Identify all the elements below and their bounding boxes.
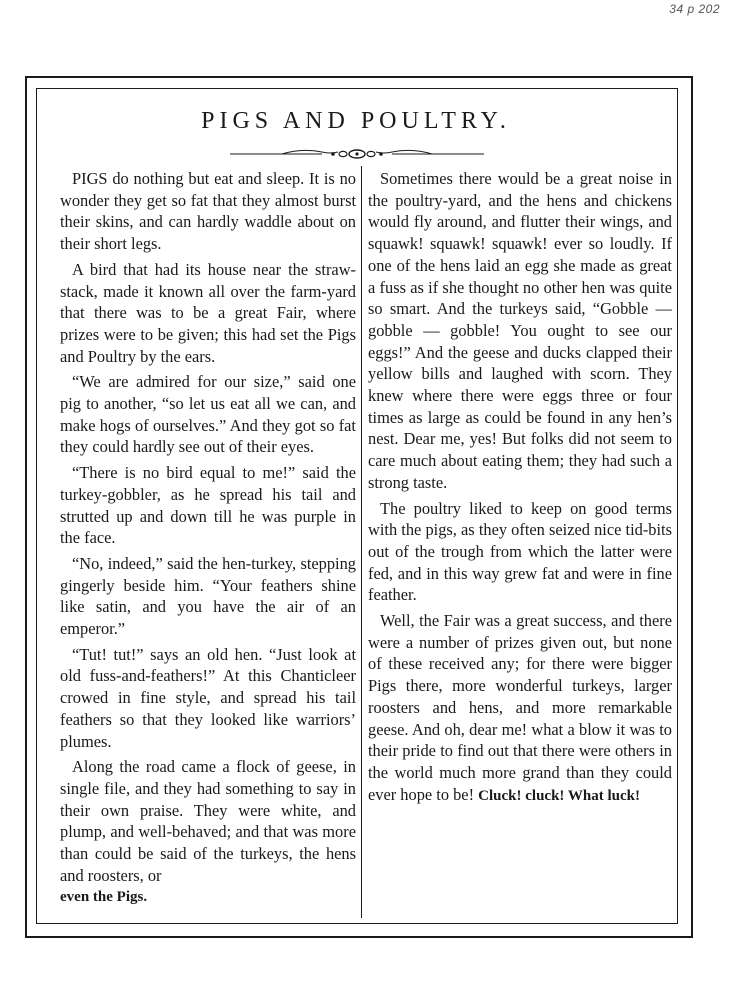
paragraph-tail: Cluck! cluck! What luck!	[478, 787, 640, 804]
paragraph: “No, indeed,” said the hen-turkey, stepping gingerly beside him. “Your feathers shine like satin, and you have the air of an emperor.”	[60, 553, 356, 639]
right-column	[368, 168, 672, 811]
paragraph	[368, 610, 672, 807]
paragraph-tail: even the Pigs.	[60, 888, 148, 905]
column-divider	[361, 166, 362, 918]
paragraph: “We are admired for our size,” said one pig to another, “so let us eat all we can, and make hogs of ourselves.” And they got so fat they could hardly see out of their eyes.	[60, 372, 356, 457]
paragraph: A bird that had its house near the straw-stack, made it known all over the farm-yard that there was to be a great Fair, where prizes were to be given; this had set the Pigs and Poultry by the ears.	[60, 259, 356, 366]
paragraph: “There is no bird equal to me!” said the turkey-gobbler, as he spread his tail and strutted up and down till he was purple in the face.	[60, 463, 356, 548]
paragraph-body: Well, the Fair was a great success, and there were a number of prizes given out, but none of these received any; for there were bigger Pigs there, more wonderful turkeys, larger roosters and hens, and more remarkable geese. And oh, dear me! what a blow it was to their pride to find out that there were others in the world much more grand than they could ever hope to be!	[368, 611, 672, 804]
paragraph: “Tut! tut!” says an old hen. “Just look at old fuss-and-feathers!” At this Chanticleer crowed in fine style, and spread his tail feathers so that they looked like warriors’ plumes.	[60, 644, 356, 751]
left-column	[60, 168, 356, 912]
page-title: PIGS AND POULTRY.	[201, 108, 511, 134]
paragraph: Along the road came a flock of geese, in single file, and they had something to say in their own praise. They were white, and plump, and well-behaved; and that was more than could be said of the turkeys, the hens and roosters, or	[60, 757, 356, 885]
paragraph: Sometimes there would be a great noise in the poultry-yard, and the hens and chickens would fly around, and flutter their wings, and squawk! squawk! squawk! ever so loudly. If one of the hens laid an egg she made as great a fuss as if she thought no other hen was quite so smart. And the turkeys said, “Gobble — gobble — gobble! You ought to see our eggs!” And the geese and ducks clapped their yellow bills and laughed with scorn. They knew where there were eggs three or four times as large as could be found in any hen’s nest. Dear me, yes! But folks did not seem to care much about eating them; they had such a strong taste.	[368, 169, 672, 492]
paragraph: PIGS do nothing but eat and sleep. It is no wonder they get so fat that they almost burst their skins, and can hardly waddle about on their short legs.	[60, 169, 356, 254]
paragraph: The poultry liked to keep on good terms with the pigs, as they often seized nice tid-bits out of the trough from which the latter were fed, and in this way grew fat and were in fine feather.	[368, 498, 672, 605]
corner-handwritten-note: 34 p 202	[669, 2, 720, 16]
title-ornament-icon	[226, 146, 488, 162]
